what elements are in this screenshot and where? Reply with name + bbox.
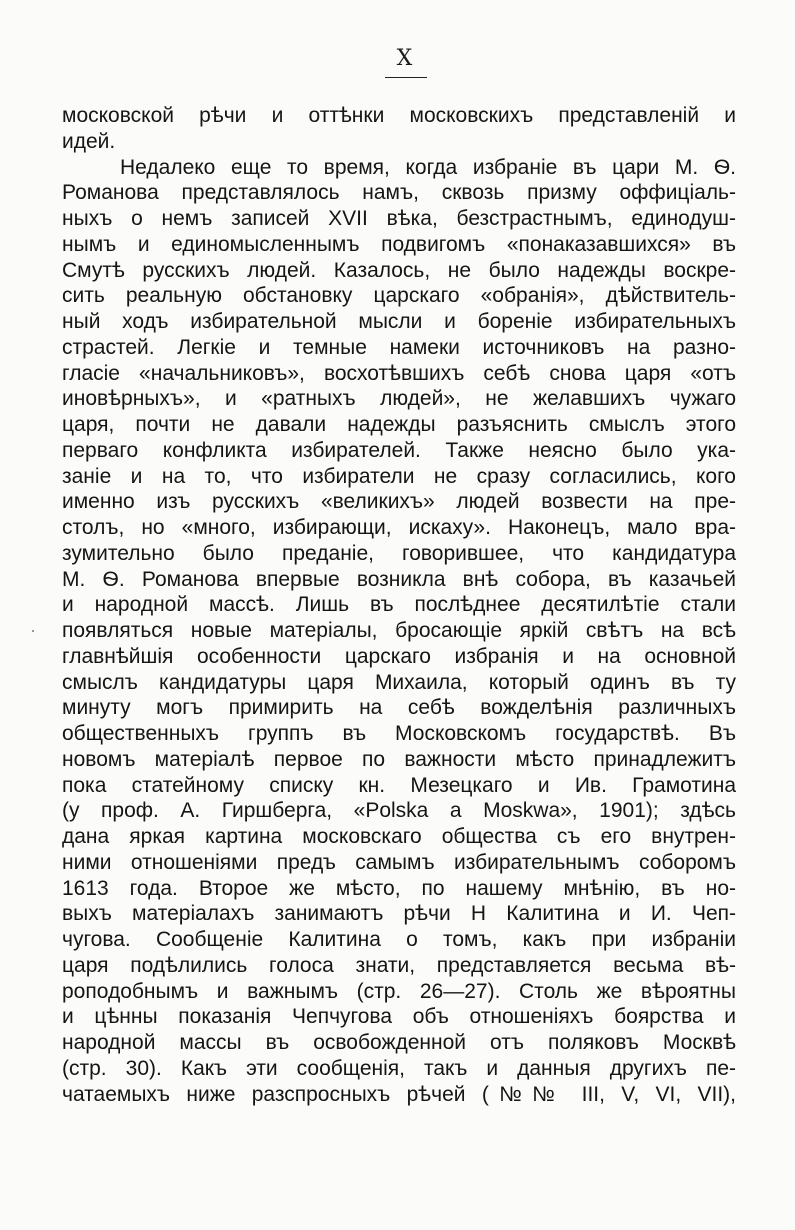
page-number: X bbox=[396, 46, 414, 71]
text-line: и народной массѣ. Лишь въ послѣднее десятилѣтіе стали bbox=[62, 593, 736, 617]
text-line: перваго конфликта избирателей. Также неясно было ука- bbox=[62, 438, 736, 462]
text-line: 1613 года. Второе же мѣсто, по нашему мнѣнію, въ но- bbox=[62, 876, 736, 900]
text-line: выхъ матеріалахъ занимаютъ рѣчи Н Калитина и И. Чеп- bbox=[62, 902, 736, 926]
text-line: (у проф. А. Гиршберга, «Polska a Moskwa», 1901); здѣсь bbox=[62, 799, 736, 823]
text-line: новомъ матеріалѣ первое по важности мѣсто принадлежитъ bbox=[62, 747, 736, 771]
text-line: ный ходъ избирательной мысли и бореніе избирательныхъ bbox=[62, 310, 736, 333]
margin-speck bbox=[32, 630, 34, 632]
text-line: гласіе «начальниковъ», восхотѣвшихъ себѣ снова царя «отъ bbox=[62, 361, 736, 385]
text-line: страстей. Легкіе и темные намеки источниковъ на разно- bbox=[62, 335, 736, 359]
text-line: дана яркая картина московскаго общества съ его внутрен- bbox=[62, 825, 736, 848]
text-line: московской рѣчи и оттѣнки московскихъ представленій и bbox=[62, 104, 736, 127]
header-rule bbox=[385, 77, 427, 78]
text-line: общественныхъ группъ въ Московскомъ государствѣ. Въ bbox=[62, 722, 736, 745]
text-line: идей. bbox=[62, 129, 116, 153]
text-line: народной массы въ освобожденной отъ поляковъ Москвѣ bbox=[62, 1031, 736, 1054]
text-line: ними отношеніями предъ самымъ избирательнымъ соборомъ bbox=[62, 850, 736, 874]
text-line: чугова. Сообщеніе Калитина о томъ, какъ при избраніи bbox=[62, 928, 736, 951]
text-line: роподобнымъ и важнымъ (стр. 26—27). Столь же вѣроятны bbox=[62, 979, 736, 1003]
text-line: заніе и на то, что избиратели не сразу согласились, кого bbox=[62, 464, 736, 488]
text-line: царя, почти не давали надежды разъяснить смыслъ этого bbox=[62, 413, 736, 436]
text-line: сить реальную обстановку царскаго «обранія», дѣйствитель- bbox=[62, 284, 736, 308]
text-line: (стр. 30). Какъ эти сообщенія, такъ и данныя другихъ пе- bbox=[62, 1056, 736, 1080]
text-line: столъ, но «много, избирающи, искаху». Наконецъ, мало вра- bbox=[62, 516, 736, 539]
text-line: царя подѣлились голоса знати, представляется весьма вѣ- bbox=[62, 953, 736, 977]
text-line: пока статейному списку кн. Мезецкаго и Ив. Грамотина bbox=[62, 773, 736, 797]
text-line: главнѣйшія особенности царскаго избранія и на основной bbox=[62, 644, 736, 668]
text-line: смыслъ кандидатуры царя Михаила, который одинъ въ ту bbox=[62, 670, 736, 694]
text-line: М. Ѳ. Романова впервые возникла внѣ собора, въ казачьей bbox=[62, 567, 736, 591]
text-line: чатаемыхъ ниже разспросныхъ рѣчей (№№ III, V, VI, VII), bbox=[62, 1082, 736, 1106]
text-line: именно изъ русскихъ «великихъ» людей возвести на пре- bbox=[62, 490, 736, 514]
text-line: зумительно было преданіе, говорившее, что кандидатура bbox=[62, 541, 736, 565]
text-line: и цѣнны показанія Чепчугова объ отношеніяхъ боярства и bbox=[62, 1005, 736, 1029]
text-line: Романова представлялось намъ, сквозь призму оффиціаль- bbox=[62, 181, 736, 205]
text-line: ныхъ о немъ записей XVII вѣка, безстрастнымъ, единодуш- bbox=[62, 207, 736, 230]
text-line: иновѣрныхъ», и «ратныхъ людей», не желавшихъ чужаго bbox=[62, 387, 736, 411]
text-line: Смутѣ русскихъ людей. Казалось, не было надежды воскре- bbox=[62, 258, 736, 282]
text-line: появляться новые матеріалы, бросающіе яркій свѣтъ на всѣ bbox=[62, 619, 736, 642]
text-line: минуту могъ примирить на себѣ вожделѣнія различныхъ bbox=[62, 696, 736, 720]
text-line: Недалеко еще то время, когда избраніе въ цари М. Ѳ. bbox=[120, 155, 736, 179]
text-line: нымъ и единомысленнымъ подвигомъ «понаказавшихся» въ bbox=[62, 232, 736, 256]
